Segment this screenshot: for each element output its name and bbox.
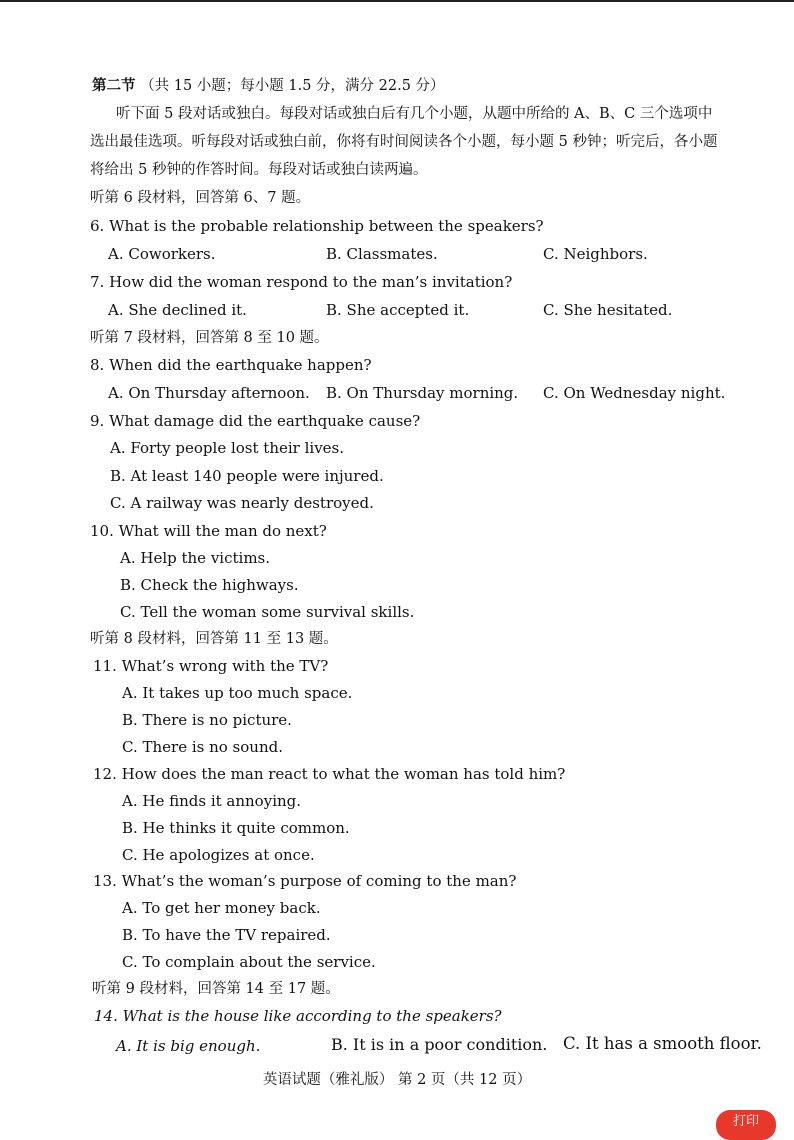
- group-heading-7: 听第 7 段材料，回答第 8 至 10 题。: [90, 330, 329, 346]
- question-6-option-a: A. Coworkers.: [108, 245, 216, 263]
- group-heading-9: 听第 9 段材料，回答第 14 至 17 题。: [92, 981, 340, 997]
- question-6-option-c: C. Neighbors.: [543, 245, 648, 263]
- question-11-option-c: C. There is no sound.: [122, 738, 283, 756]
- question-8-option-a: A. On Thursday afternoon.: [108, 384, 310, 402]
- page-footer: 英语试题（雅礼版） 第 2 页（共 12 页）: [262, 1072, 532, 1088]
- question-9-stem: 9. What damage did the earthquake cause?: [90, 412, 421, 430]
- question-14-option-c: C. It has a smooth floor.: [563, 1034, 762, 1053]
- question-10-option-b: B. Check the highways.: [120, 576, 299, 594]
- instruction-line-1: 听下面 5 段对话或独白。每段对话或独白后有几个小题，从题中所给的 A、B、C 三个选项中: [116, 106, 713, 122]
- question-6-stem: 6. What is the probable relationship between the speakers?: [90, 217, 544, 235]
- question-8-stem: 8. When did the earthquake happen?: [90, 356, 372, 374]
- instruction-line-2: 选出最佳选项。听每段对话或独白前，你将有时间阅读各个小题，每小题 5 秒钟；听完后，各小题: [90, 134, 718, 150]
- question-12-stem: 12. How does the man react to what the woman has told him?: [93, 765, 566, 783]
- question-9-option-c: C. A railway was nearly destroyed.: [110, 494, 374, 512]
- section-note: （共 15 小题；每小题 1.5 分，满分 22.5 分）: [140, 78, 445, 94]
- question-9-option-b: B. At least 140 people were injured.: [110, 467, 384, 485]
- question-14-stem: 14. What is the house like according to the speakers?: [94, 1007, 502, 1025]
- question-12-option-c: C. He apologizes at once.: [122, 846, 315, 864]
- question-7-option-b: B. She accepted it.: [326, 301, 470, 319]
- question-13-option-b: B. To have the TV repaired.: [122, 926, 331, 944]
- question-14-option-b: B. It is in a poor condition.: [331, 1035, 548, 1054]
- question-10-option-a: A. Help the victims.: [120, 549, 271, 567]
- question-7-option-a: A. She declined it.: [108, 301, 247, 319]
- question-13-option-c: C. To complain about the service.: [122, 953, 376, 971]
- question-11-stem: 11. What’s wrong with the TV?: [93, 657, 329, 675]
- question-9-option-a: A. Forty people lost their lives.: [110, 439, 345, 457]
- instruction-line-3: 将给出 5 秒钟的作答时间。每段对话或独白读两遍。: [90, 162, 428, 178]
- question-10-stem: 10. What will the man do next?: [90, 522, 327, 540]
- section-title: 第二节: [92, 77, 136, 94]
- print-button[interactable]: 打印: [716, 1110, 776, 1140]
- question-12-option-a: A. He finds it annoying.: [122, 792, 302, 810]
- question-12-option-b: B. He thinks it quite common.: [122, 819, 350, 837]
- question-11-option-a: A. It takes up too much space.: [122, 684, 353, 702]
- section-heading: [92, 76, 445, 96]
- question-8-option-b: B. On Thursday morning.: [326, 384, 519, 402]
- question-14-option-a: A. It is big enough.: [116, 1037, 261, 1055]
- question-7-option-c: C. She hesitated.: [543, 301, 673, 319]
- question-13-stem: 13. What’s the woman’s purpose of coming to the man?: [93, 872, 517, 890]
- question-6-option-b: B. Classmates.: [326, 245, 438, 263]
- question-8-option-c: C. On Wednesday night.: [543, 384, 726, 402]
- group-heading-8: 听第 8 段材料，回答第 11 至 13 题。: [90, 631, 338, 647]
- question-7-stem: 7. How did the woman respond to the man’s invitation?: [90, 273, 513, 291]
- question-13-option-a: A. To get her money back.: [122, 899, 321, 917]
- question-11-option-b: B. There is no picture.: [122, 711, 292, 729]
- group-heading-6: 听第 6 段材料，回答第 6、7 题。: [90, 190, 311, 206]
- question-10-option-c: C. Tell the woman some survival skills.: [120, 603, 415, 621]
